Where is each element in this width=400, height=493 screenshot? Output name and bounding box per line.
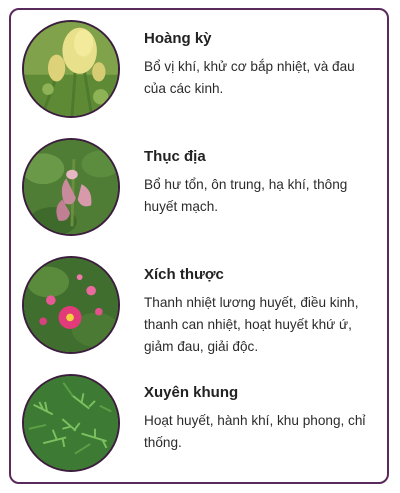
- herb-name: Hoàng kỳ: [144, 30, 212, 47]
- herb-description: Thanh nhiệt lương huyết, điều kinh, thanh can nhiệt, hoạt huyết khứ ứ, giảm đau, giải độc.: [144, 295, 359, 354]
- xich-thuoc-photo: [22, 256, 120, 354]
- xich-thuoc-image: [24, 258, 118, 352]
- herb-item-hoang-ky: [11, 20, 387, 130]
- hoang-ky-photo: [22, 20, 120, 118]
- thuc-dia-photo: [22, 138, 120, 236]
- thuc-dia-image: [24, 140, 118, 234]
- herb-name: Thục địa: [144, 148, 206, 165]
- herb-item-xuyen-khung: [11, 374, 387, 484]
- herb-description: Hoạt huyết, hành khí, khu phong, chỉ thống.: [144, 413, 366, 450]
- xuyen-khung-image: [24, 376, 118, 470]
- xuyen-khung-photo: [22, 374, 120, 472]
- herb-item-thuc-dia: [11, 138, 387, 248]
- hoang-ky-image: [24, 22, 118, 116]
- herb-description: Bổ hư tổn, ôn trung, hạ khí, thông huyết mạch.: [144, 177, 348, 214]
- herb-name: Xích thược: [144, 266, 224, 283]
- herb-card: [9, 8, 389, 484]
- herb-description: Bổ vị khí, khử cơ bắp nhiệt, và đau của các kinh.: [144, 59, 355, 96]
- herb-item-xich-thuoc: [11, 256, 387, 366]
- herb-name: Xuyên khung: [144, 384, 239, 401]
